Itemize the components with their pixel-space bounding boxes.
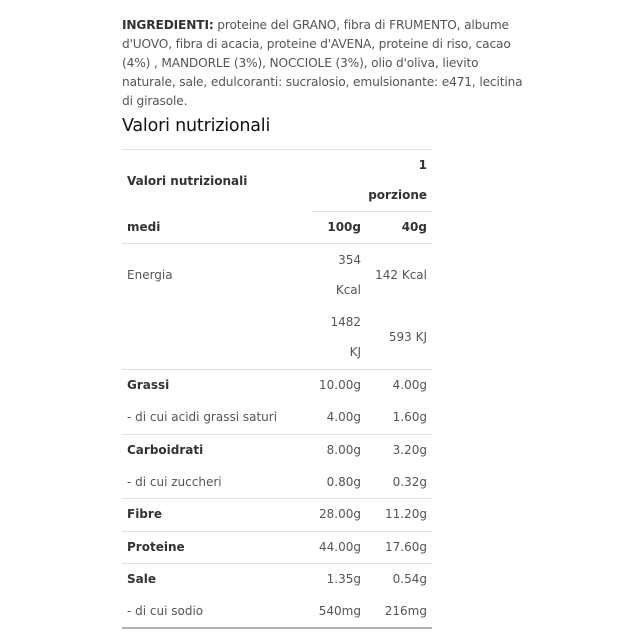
energy-kj-100-unit: KJ <box>349 345 361 359</box>
row-per100-fibre: 28.00g <box>319 507 361 521</box>
row-portion-sale: 0.54g <box>392 572 427 586</box>
header-bottom-border <box>122 243 432 244</box>
row-label-sale: Sale <box>127 572 156 586</box>
section-title: Valori nutrizionali <box>122 116 271 136</box>
row-label-fibre: Fibre <box>127 507 162 521</box>
row-per100-saturi: 4.00g <box>326 410 361 424</box>
row-divider <box>122 434 432 435</box>
energy-kj-100-value: 1482 <box>330 315 361 329</box>
energy-kcal-100-unit: Kcal <box>335 283 361 297</box>
row-divider <box>122 498 432 499</box>
row-divider <box>122 563 432 564</box>
row-label-saturi: - di cui acidi grassi saturi <box>127 410 278 424</box>
header-portion-label: porzione <box>368 188 427 202</box>
row-portion-carboidrati: 3.20g <box>392 443 427 457</box>
row-per100-sodio: 540mg <box>318 604 361 618</box>
energy-label: Energia <box>127 268 173 282</box>
row-portion-zuccheri: 0.32g <box>392 475 427 489</box>
ingredients-list: proteine del GRANO, fibra di FRUMENTO, albume d'UOVO, fibra di acacia, proteine d'AVENA, proteine di riso, cacao (4%) , MANDORLE (3%), NOCCIOLE (3%), olio d'oliva, lievito naturale, sale, edulcoranti: sucralosio, emulsionante: e471, lecitina di girasole. <box>122 18 523 108</box>
row-portion-proteine: 17.60g <box>385 540 427 554</box>
row-per100-zuccheri: 0.80g <box>326 475 361 489</box>
row-portion-sodio: 216mg <box>384 604 427 618</box>
ingredients-text <box>122 16 532 111</box>
header-col1-line2: medi <box>127 220 161 234</box>
header-per-portion: 40g <box>401 220 427 234</box>
row-label-proteine: Proteine <box>127 540 185 554</box>
header-portion-count: 1 <box>418 158 427 172</box>
row-per100-sale: 1.35g <box>326 572 361 586</box>
row-label-grassi: Grassi <box>127 378 170 392</box>
row-portion-fibre: 11.20g <box>385 507 427 521</box>
energy-kcal-portion: 142 Kcal <box>375 268 427 282</box>
energy-kcal-100-value: 354 <box>338 253 361 267</box>
table-top-border <box>122 149 432 150</box>
row-per100-grassi: 10.00g <box>319 378 361 392</box>
row-divider <box>122 369 432 370</box>
table-bottom-border <box>122 627 432 629</box>
row-label-zuccheri: - di cui zuccheri <box>127 475 222 489</box>
row-divider <box>122 531 432 532</box>
row-per100-proteine: 44.00g <box>319 540 361 554</box>
energy-kj-portion: 593 KJ <box>388 330 427 344</box>
row-portion-grassi: 4.00g <box>392 378 427 392</box>
row-label-carboidrati: Carboidrati <box>127 443 204 457</box>
ingredients-label: INGREDIENTI: <box>122 18 214 32</box>
header-sub-divider <box>312 211 432 212</box>
header-per100: 100g <box>327 220 361 234</box>
header-col1-line1: Valori nutrizionali <box>127 174 248 188</box>
row-per100-carboidrati: 8.00g <box>326 443 361 457</box>
row-label-sodio: - di cui sodio <box>127 604 204 618</box>
row-portion-saturi: 1.60g <box>392 410 427 424</box>
